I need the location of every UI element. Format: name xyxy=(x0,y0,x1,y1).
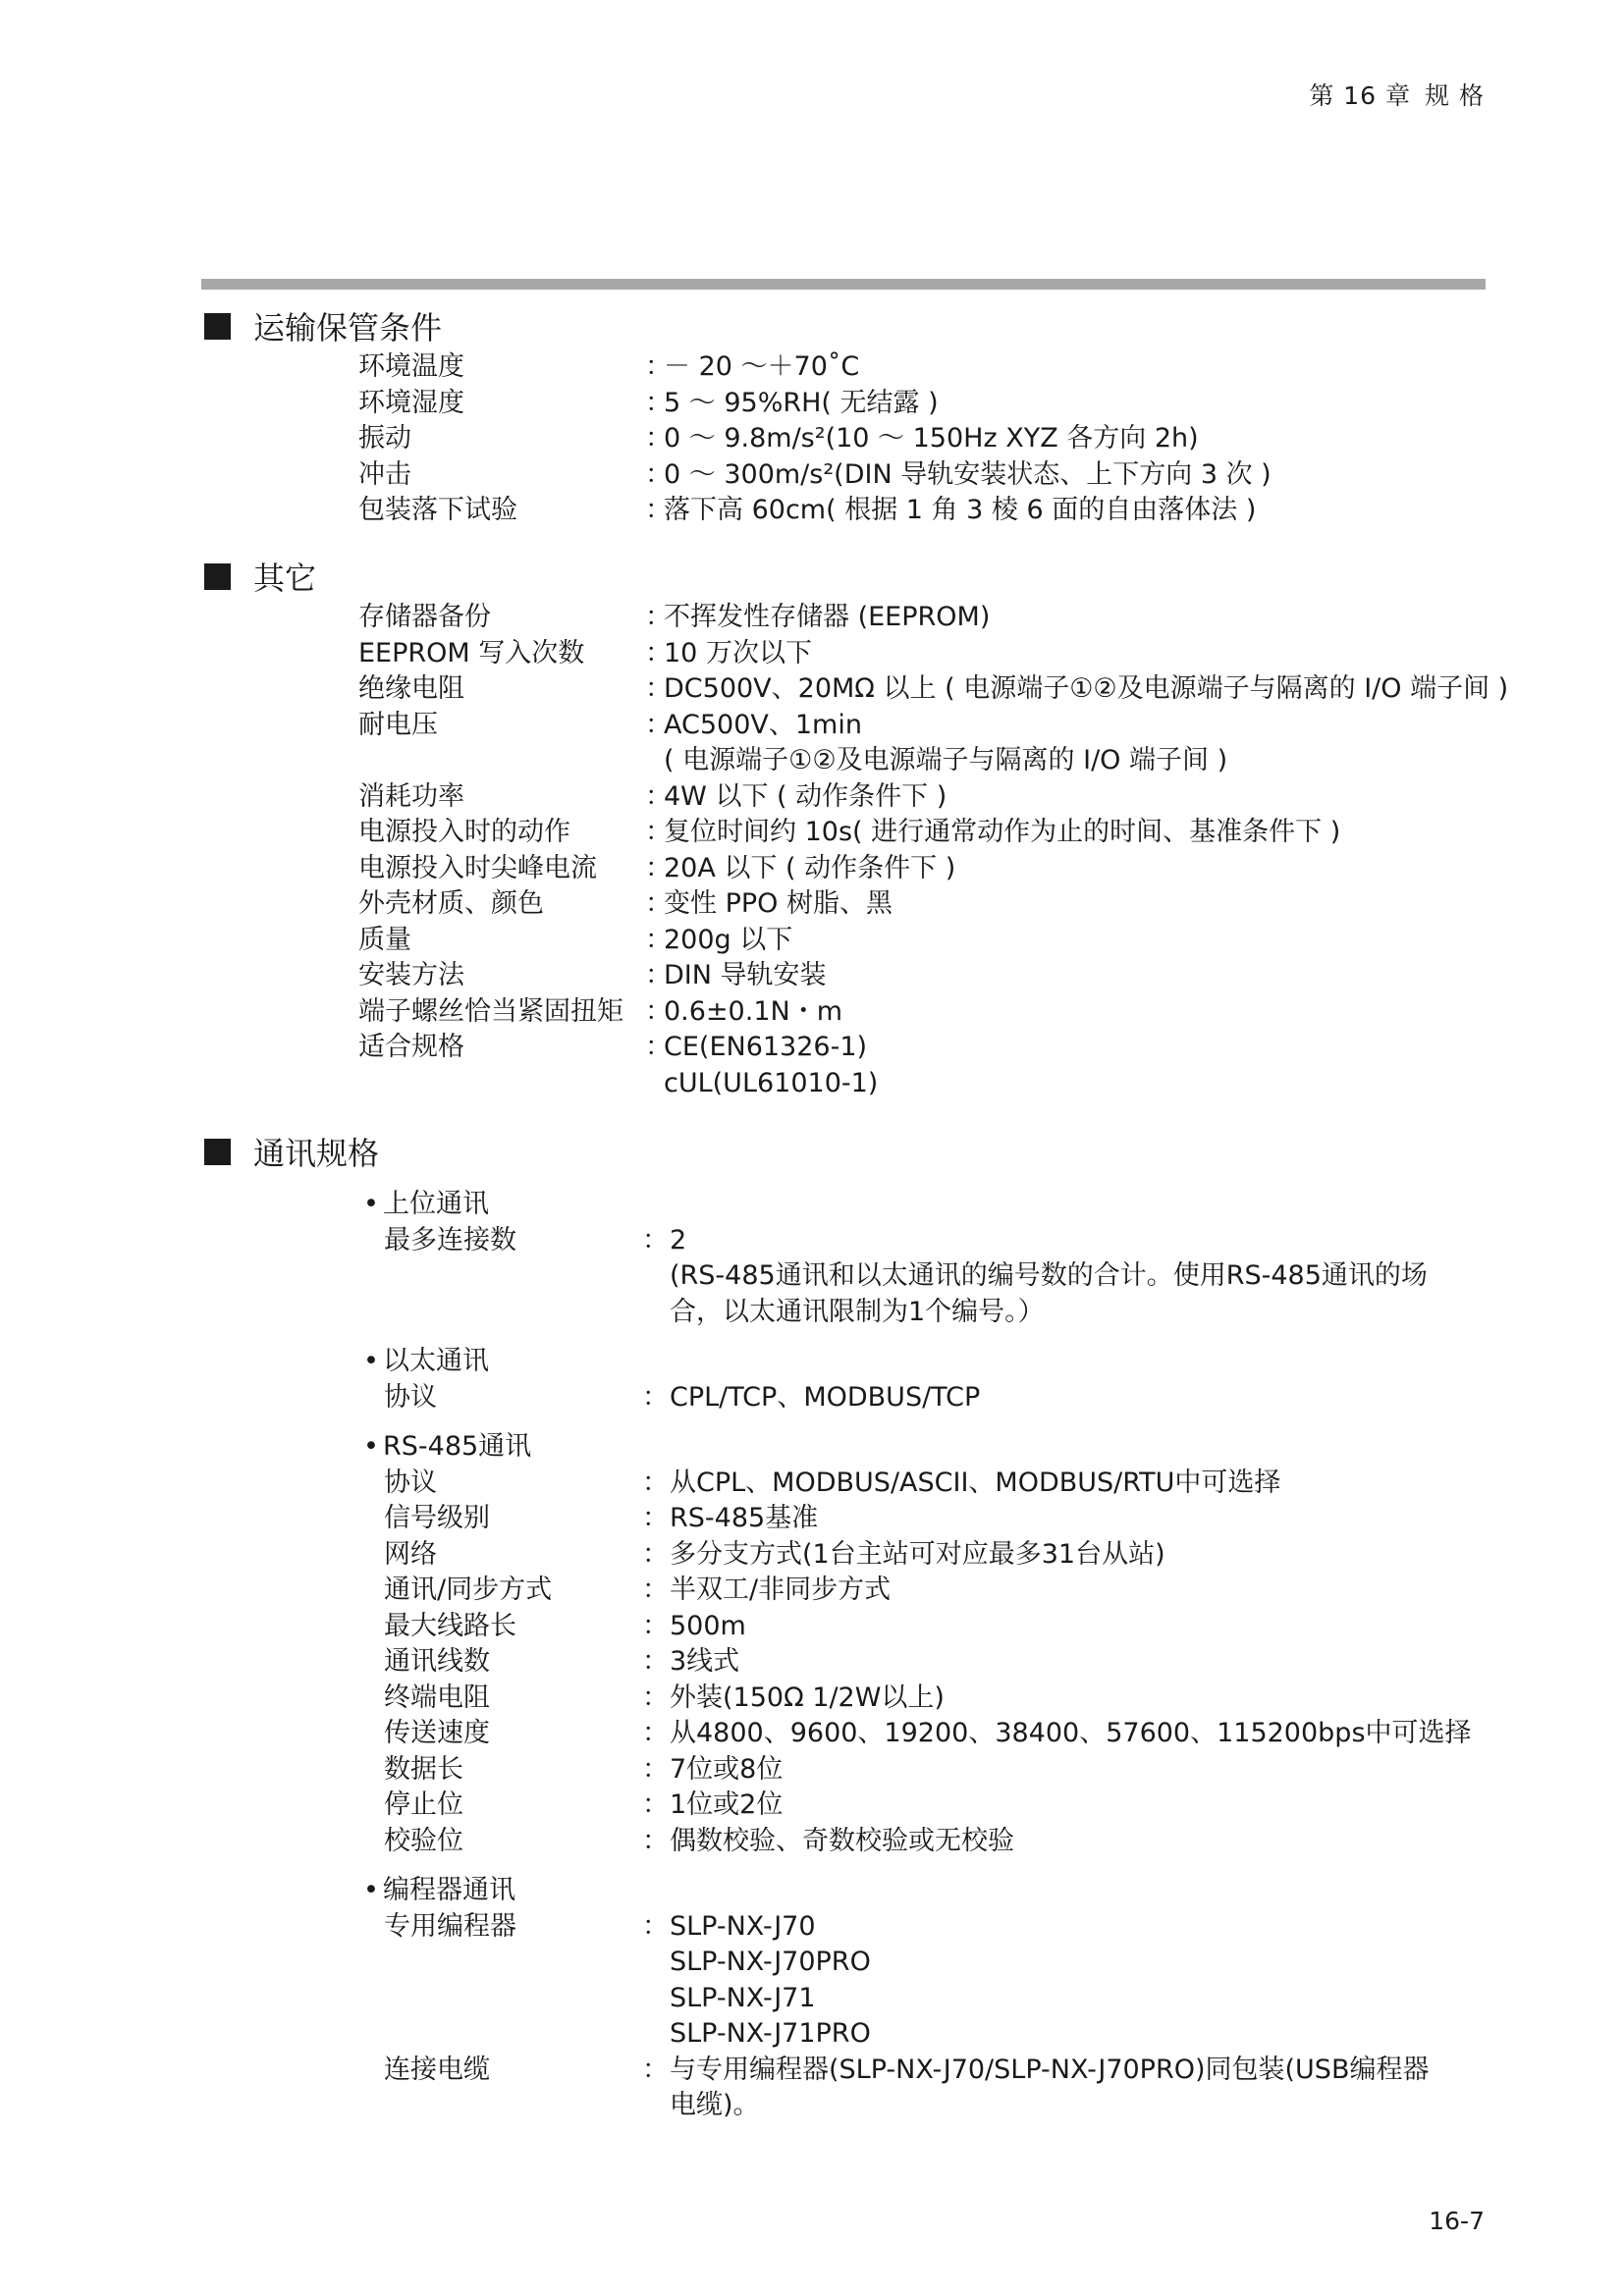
colon-separator: ： xyxy=(645,351,672,382)
colon-separator: ： xyxy=(642,1224,669,1255)
spec-value xyxy=(670,1716,1488,1752)
spec-value xyxy=(670,1380,1488,1416)
spec-value-line: 落下高 60cm( 根据 1 角 3 棱 6 面的自由落体法 ) xyxy=(664,495,1257,525)
spec-value-line: AC500V、1min xyxy=(664,709,862,740)
spec-label: 协议 xyxy=(384,1467,437,1498)
spec-row xyxy=(201,923,1488,959)
spec-value-line: － 20 ～＋70˚C xyxy=(664,351,860,382)
spec-value-line: 0 ～ 9.8m/s²(10 ～ 150Hz XYZ 各方向 2h) xyxy=(664,423,1199,454)
spec-value-line: CPL/TCP、MODBUS/TCP xyxy=(670,1381,981,1413)
spec-row xyxy=(201,600,1488,636)
spec-value xyxy=(664,671,1509,708)
spec-value-line: 电缆)。 xyxy=(670,2090,760,2120)
spec-label: 质量 xyxy=(358,924,411,955)
spec-value xyxy=(664,958,1488,994)
spec-row xyxy=(201,1573,1488,1609)
spec-label: 端子螺丝恰当紧固扭矩 xyxy=(358,995,623,1027)
spec-row xyxy=(201,1909,1488,2053)
spec-row xyxy=(201,886,1488,923)
spec-row xyxy=(201,1752,1488,1789)
spec-value-line: RS-485基准 xyxy=(670,1503,819,1533)
colon-separator: ： xyxy=(645,995,672,1027)
colon-separator: ： xyxy=(642,1682,669,1713)
colon-separator: ： xyxy=(642,2054,669,2085)
colon-separator: ： xyxy=(645,673,672,704)
bullet-dot-icon: • xyxy=(363,1346,379,1376)
colon-separator: ： xyxy=(645,637,672,668)
spec-row xyxy=(201,1030,1488,1101)
colon-separator: ： xyxy=(642,1575,669,1605)
spec-row xyxy=(201,636,1488,672)
subsection-heading xyxy=(201,1344,1488,1380)
spec-value xyxy=(664,386,1488,422)
colon-separator: ： xyxy=(645,602,672,632)
chapter-title: 规 格 xyxy=(1425,81,1485,110)
chapter-number: 第 16 章 xyxy=(1309,81,1412,110)
spec-row xyxy=(201,671,1509,708)
section-title-text: 其它 xyxy=(253,560,317,597)
spec-value-line: 1位或2位 xyxy=(670,1789,784,1820)
spec-value xyxy=(664,851,1488,887)
spec-row xyxy=(201,708,1488,779)
spec-label: 网络 xyxy=(384,1538,437,1570)
spec-value-line: 5 ～ 95%RH( 无结露 ) xyxy=(664,387,939,418)
spec-value-line: 从4800、9600、19200、38400、57600、115200bps中可选择 xyxy=(670,1718,1472,1748)
spec-value-line: 20A 以下 ( 动作条件下 ) xyxy=(664,852,956,883)
square-bullet-icon xyxy=(204,563,231,590)
colon-separator: ： xyxy=(645,387,672,418)
colon-separator: ： xyxy=(642,1538,669,1570)
comm-groups xyxy=(201,1175,1488,2124)
spec-value-line: 4W 以下 ( 动作条件下 ) xyxy=(664,780,947,812)
spec-row xyxy=(201,1466,1488,1502)
spec-value-line: ( 电源端子①②及电源端子与隔离的 I/O 端子间 ) xyxy=(664,745,1228,775)
spec-row xyxy=(201,779,1488,816)
square-bullet-icon xyxy=(204,1139,231,1165)
spec-value-line: SLP-NX-J70 xyxy=(670,1910,816,1942)
spec-value-line: 10 万次以下 xyxy=(664,637,812,668)
spec-row xyxy=(201,1501,1488,1537)
spec-row xyxy=(201,421,1488,457)
section-title xyxy=(201,557,1488,600)
spec-value-line: 2 xyxy=(670,1224,687,1255)
spec-value-line: cUL(UL61010-1) xyxy=(664,1067,879,1098)
spec-value xyxy=(670,2053,1488,2124)
subsection-title: 编程器通讯 xyxy=(383,1875,515,1905)
spec-label: 协议 xyxy=(384,1381,437,1413)
spec-label: 适合规格 xyxy=(358,1032,464,1062)
spec-value xyxy=(670,1644,1488,1681)
colon-separator: ： xyxy=(642,1610,669,1641)
spec-label: 数据长 xyxy=(384,1753,463,1785)
section-title xyxy=(201,1132,1488,1175)
spec-label: 耐电压 xyxy=(358,709,438,740)
colon-separator: ： xyxy=(645,780,672,812)
colon-separator: ： xyxy=(642,1753,669,1785)
colon-separator: ： xyxy=(645,458,672,490)
spec-label: 冲击 xyxy=(358,458,411,490)
section-divider xyxy=(201,279,1486,290)
spec-value-line: CE(EN61326-1) xyxy=(664,1032,868,1062)
spec-row xyxy=(201,994,1488,1031)
spec-label: 最多连接数 xyxy=(384,1224,516,1255)
subsection-heading xyxy=(201,1429,1488,1466)
section-other xyxy=(201,557,1509,1101)
spec-value xyxy=(670,1466,1488,1502)
section-transport-storage xyxy=(201,306,1488,529)
spec-value xyxy=(670,1909,1488,2053)
spec-row xyxy=(201,386,1488,422)
section-title xyxy=(201,306,1488,349)
colon-separator: ： xyxy=(645,817,672,847)
spec-row xyxy=(201,1644,1488,1681)
spec-value xyxy=(664,600,1488,636)
spec-value xyxy=(664,457,1488,494)
spec-value xyxy=(670,1824,1488,1860)
subsection-title: 上位通讯 xyxy=(383,1189,489,1219)
colon-separator: ： xyxy=(642,1825,669,1856)
spec-row xyxy=(201,1609,1488,1645)
spec-value xyxy=(664,994,1488,1031)
subsection-title: 以太通讯 xyxy=(383,1346,489,1376)
spec-value-line: 外装(150Ω 1/2W以上) xyxy=(670,1682,945,1713)
colon-separator: ： xyxy=(645,852,672,883)
spec-label: 停止位 xyxy=(384,1789,463,1820)
spec-label: 通讯/同步方式 xyxy=(384,1575,553,1605)
spec-value-line: 3线式 xyxy=(670,1646,740,1677)
section-title-text: 运输保管条件 xyxy=(253,309,443,347)
spec-value-line: SLP-NX-J71 xyxy=(670,1982,816,2013)
spec-label: 专用编程器 xyxy=(384,1910,516,1942)
spec-label: 校验位 xyxy=(384,1825,463,1856)
spec-value-line: DIN 导轨安装 xyxy=(664,960,827,990)
spec-rows xyxy=(201,349,1488,529)
spec-value-line: 7位或8位 xyxy=(670,1753,784,1785)
spec-value xyxy=(670,1223,1488,1331)
spec-value-line: SLP-NX-J71PRO xyxy=(670,2018,871,2049)
spec-value-line: 变性 PPO 树脂、黑 xyxy=(664,888,893,919)
spec-value-line: 多分支方式(1台主站可对应最多31台从站) xyxy=(670,1538,1165,1570)
spec-value xyxy=(670,1537,1488,1574)
spec-value-line: 200g 以下 xyxy=(664,924,793,955)
spec-row xyxy=(201,1681,1488,1717)
spec-value-line: DC500V、20MΩ 以上 ( 电源端子①②及电源端子与隔离的 I/O 端子间 ) xyxy=(664,673,1509,704)
subsection-heading xyxy=(201,1187,1488,1223)
spec-row xyxy=(201,1380,1488,1416)
bullet-dot-icon: • xyxy=(363,1875,379,1905)
spec-value xyxy=(670,1501,1488,1537)
spec-value xyxy=(670,1788,1488,1824)
subsection-heading xyxy=(201,1873,1488,1909)
spec-value-line: (RS-485通讯和以太通讯的编号数的合计。使用RS-485通讯的场 xyxy=(670,1260,1428,1291)
spec-label: 电源投入时尖峰电流 xyxy=(358,852,597,883)
spec-row xyxy=(201,349,1488,386)
spec-value xyxy=(670,1609,1488,1645)
bullet-dot-icon: • xyxy=(363,1431,379,1462)
spec-label: 振动 xyxy=(358,423,411,454)
spec-value xyxy=(664,493,1488,529)
colon-separator: ： xyxy=(645,888,672,919)
spec-label: 连接电缆 xyxy=(384,2054,490,2085)
spec-label: 安装方法 xyxy=(358,960,464,990)
spec-row xyxy=(201,2053,1488,2124)
spec-row xyxy=(201,457,1488,494)
spec-value-line: 半双工/非同步方式 xyxy=(670,1575,892,1605)
spec-row xyxy=(201,1716,1488,1752)
colon-separator: ： xyxy=(645,709,672,740)
page-number: 16-7 xyxy=(1429,2207,1485,2235)
spec-value xyxy=(664,886,1488,923)
spec-label: 环境温度 xyxy=(358,351,464,382)
spec-label: 信号级别 xyxy=(384,1503,490,1533)
spec-label: 通讯线数 xyxy=(384,1646,490,1677)
spec-value-line: 0 ～ 300m/s²(DIN 导轨安装状态、上下方向 3 次 ) xyxy=(664,458,1272,490)
spec-value xyxy=(664,815,1488,851)
spec-value-line: 不挥发性存储器 (EEPROM) xyxy=(664,602,991,632)
spec-value xyxy=(664,636,1488,672)
colon-separator: ： xyxy=(645,1032,672,1062)
colon-separator: ： xyxy=(645,495,672,525)
spec-value-line: 合，以太通讯限制为1个编号。） xyxy=(670,1296,1045,1327)
colon-separator: ： xyxy=(642,1646,669,1677)
colon-separator: ： xyxy=(645,423,672,454)
spec-value-line: 复位时间约 10s( 进行通常动作为止的时间、基准条件下 ) xyxy=(664,817,1341,847)
spec-value-line: 与专用编程器(SLP-NX-J70/SLP-NX-J70PRO)同包装(USB编程器 xyxy=(670,2054,1430,2085)
spec-label: EEPROM 写入次数 xyxy=(358,637,585,668)
spec-label: 包装落下试验 xyxy=(358,495,517,525)
spec-rows xyxy=(201,600,1509,1101)
spec-value-line: SLP-NX-J70PRO xyxy=(670,1947,871,1977)
spec-label: 传送速度 xyxy=(384,1718,490,1748)
spec-label: 环境湿度 xyxy=(358,387,464,418)
spec-label: 存储器备份 xyxy=(358,602,491,632)
colon-separator: ： xyxy=(645,960,672,990)
spec-row xyxy=(201,1788,1488,1824)
spec-value-line: 偶数校验、奇数校验或无校验 xyxy=(670,1825,1014,1856)
spec-value xyxy=(670,1752,1488,1789)
spec-label: 外壳材质、颜色 xyxy=(358,888,544,919)
spec-value xyxy=(670,1681,1488,1717)
spec-value xyxy=(664,923,1488,959)
square-bullet-icon xyxy=(204,313,231,340)
chapter-header xyxy=(1295,77,1485,112)
spec-row xyxy=(201,1223,1488,1331)
spec-value xyxy=(664,421,1488,457)
colon-separator: ： xyxy=(642,1789,669,1820)
spec-row xyxy=(201,493,1488,529)
spec-label: 消耗功率 xyxy=(358,780,464,812)
spec-row xyxy=(201,815,1488,851)
subsection-title: RS-485通讯 xyxy=(383,1431,532,1462)
colon-separator: ： xyxy=(645,924,672,955)
spec-value-line: 500m xyxy=(670,1610,746,1641)
spec-value xyxy=(664,349,1488,386)
spec-value-line: 0.6±0.1N・m xyxy=(664,995,842,1027)
colon-separator: ： xyxy=(642,1718,669,1748)
spec-value xyxy=(664,708,1488,779)
spec-value xyxy=(664,779,1488,816)
bullet-dot-icon: • xyxy=(363,1189,379,1219)
spec-value xyxy=(664,1030,1488,1101)
spec-row xyxy=(201,1824,1488,1860)
spec-row xyxy=(201,1537,1488,1574)
spec-row xyxy=(201,958,1488,994)
spec-label: 电源投入时的动作 xyxy=(358,817,570,847)
spec-value-line: 从CPL、MODBUS/ASCII、MODBUS/RTU中可选择 xyxy=(670,1467,1281,1498)
spec-label: 最大线路长 xyxy=(384,1610,516,1641)
colon-separator: ： xyxy=(642,1910,669,1942)
section-title-text: 通讯规格 xyxy=(253,1135,380,1172)
colon-separator: ： xyxy=(642,1381,669,1413)
colon-separator: ： xyxy=(642,1503,669,1533)
spec-row xyxy=(201,851,1488,887)
section-communication xyxy=(201,1132,1488,2124)
spec-label: 绝缘电阻 xyxy=(358,673,464,704)
spec-label: 终端电阻 xyxy=(384,1682,490,1713)
colon-separator: ： xyxy=(642,1467,669,1498)
spec-value xyxy=(670,1573,1488,1609)
